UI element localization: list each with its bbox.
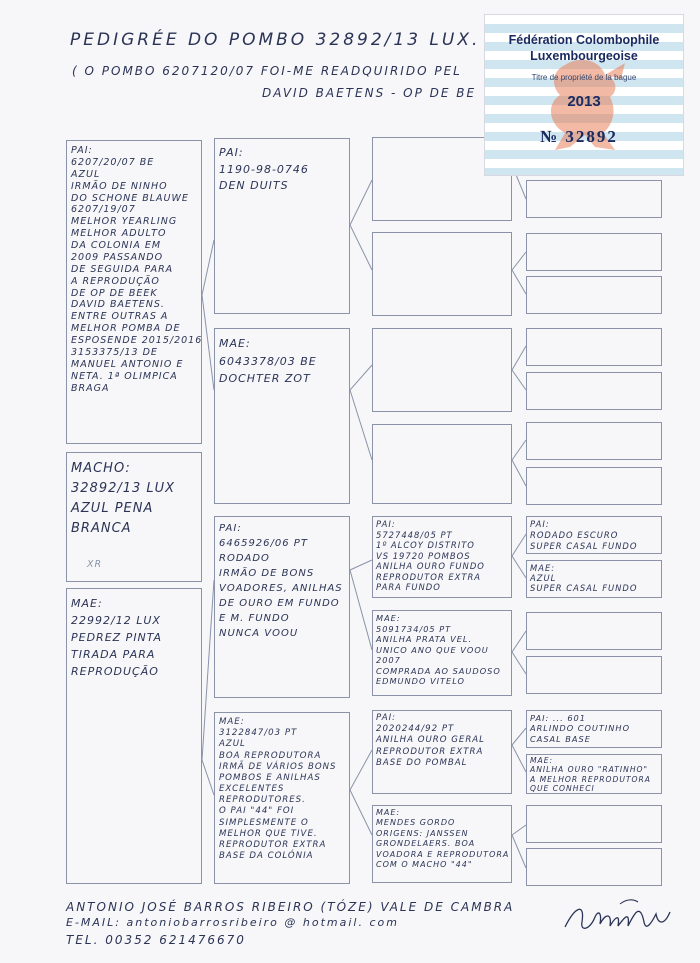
gen4-box-6 bbox=[526, 372, 662, 410]
gen4-box-8 bbox=[526, 467, 662, 505]
stamp-caption: Titre de propriété de la bague bbox=[531, 73, 637, 82]
gen4-mppp-box bbox=[526, 516, 662, 554]
subject-mark: XR bbox=[87, 559, 103, 570]
sire-sire-box bbox=[214, 138, 350, 314]
dam-dam-dam-box bbox=[372, 805, 512, 883]
gen4-mmpm-box bbox=[526, 754, 662, 794]
dam-sire-dam-box bbox=[372, 610, 512, 696]
dam-sire-dam-text: MAE: 5091734/05 PT ANILHA PRATA VEL. UNICO ANO QUE VOOU 2007 COMPRADA AO SAUDOSO EDMUNDO VITELO bbox=[376, 613, 501, 686]
gen3-box-3 bbox=[372, 328, 512, 412]
stamp-org-line-1: Fédération Colombophile bbox=[508, 33, 660, 47]
dam-sire-sire-text: PAI: 5727448/05 PT 1º ALCOY DISTRITO VS 19720 POMBOS ANILHA OURO FUNDO REPRODUTOR EXTRA PARA FUNDO bbox=[376, 519, 485, 592]
sire-dam-box bbox=[214, 328, 350, 504]
dam-dam-text: MAE: 3122847/03 PT AZUL BOA REPRODUTORA IRMÃ DE VÁRIOS BONS POMBOS E ANILHAS EXCELENTES REPRODUTORES. O PAI "44" FOI SIMPLESMENTE O MELHOR QUE TIVE. REPRODUTOR EXTRA BASE DA COLÓNIA bbox=[219, 717, 337, 862]
subject-text: MACHO: 32892/13 LUX AZUL PENA BRANCA bbox=[71, 461, 176, 537]
gen4-box-7 bbox=[526, 422, 662, 460]
gen4-mmpm-text: MAE: ANILHA OURO "RATINHO" A MELHOR REPRODUTORA QUE CONHECI bbox=[530, 756, 651, 794]
page-title: PEDIGRÉE DO POMBO 32892/13 LUX. bbox=[70, 30, 481, 50]
gen4-box-16 bbox=[526, 848, 662, 886]
gen4-mppm-text: MAE: AZUL SUPER CASAL FUNDO bbox=[530, 563, 638, 594]
dam-text: MAE: 22992/12 LUX PEDREZ PINTA TIRADA PARA REPRODUÇÃO bbox=[71, 597, 163, 679]
sire-sire-text: PAI: 1190-98-0746 DEN DUITS bbox=[219, 146, 309, 192]
sire-box bbox=[66, 140, 202, 444]
dam-dam-sire-box bbox=[372, 710, 512, 794]
gen4-box-12 bbox=[526, 656, 662, 694]
signature bbox=[560, 892, 680, 942]
stamp-year: 2013 bbox=[567, 93, 601, 110]
owner-phone: TEL. 00352 621476670 bbox=[66, 933, 246, 947]
sire-dam-text: MAE: 6043378/03 BE DOCHTER ZOT bbox=[219, 337, 317, 386]
gen4-box-4 bbox=[526, 276, 662, 314]
gen4-mmpp-text: PAI: ... 601 ARLINDO COUTINHO CASAL BASE bbox=[530, 713, 631, 744]
gen4-box-11 bbox=[526, 612, 662, 650]
dam-sire-sire-box bbox=[372, 516, 512, 598]
sire-text: PAI: 6207/20/07 BE AZUL IRMÃO DE NINHO DO SCHONE BLAUWE 6207/19/07 MELHOR YEARLING MELHOR ADULTO DA COLONIA EM 2009 PASSANDO DE SEGUIDA PARA A REPRODUÇÃO DE OP DE BEEK DAVID BAETENS. ENTRE OUTRAS A MELHOR POMBA DE ESPOSENDE 2015/2016 3153375/13 DE MANUEL ANTONIO E NETA. 1ª OLIMPICA BRAGA bbox=[71, 145, 203, 394]
dam-box bbox=[66, 588, 202, 884]
gen4-box-15 bbox=[526, 805, 662, 843]
gen4-box-5 bbox=[526, 328, 662, 366]
gen4-box-2 bbox=[526, 180, 662, 218]
owner-name: ANTONIO JOSÉ BARROS RIBEIRO (TÓZE) VALE DE CAMBRA bbox=[66, 900, 515, 914]
subtitle-line-2: DAVID BAETENS - OP DE BE bbox=[262, 86, 477, 100]
gen3-box-4 bbox=[372, 424, 512, 504]
dam-sire-text: PAI: 6465926/06 PT RODADO IRMÃO DE BONS VOADORES, ANILHAS DE OURO EM FUNDO E M. FUNDO NUNCA VOOU bbox=[219, 523, 343, 639]
dam-sire-box bbox=[214, 516, 350, 698]
gen4-mppm-box bbox=[526, 560, 662, 598]
subtitle-line-1: ( O POMBO 6207120/07 FOI-ME READQUIRIDO PEL bbox=[72, 64, 462, 78]
ring-ownership-stamp bbox=[484, 14, 684, 176]
gen4-mmpp-box bbox=[526, 710, 662, 748]
gen4-mppp-text: PAI: RODADO ESCURO SUPER CASAL FUNDO bbox=[530, 519, 638, 551]
subject-box bbox=[66, 452, 202, 582]
stamp-org-line-2: Luxembourgeoise bbox=[530, 49, 638, 63]
dam-dam-sire-text: PAI: 2020244/92 PT ANILHA OURO GERAL REPRODUTOR EXTRA BASE DO POMBAL bbox=[376, 713, 485, 768]
stamp-ring-number: № 32892 bbox=[540, 127, 618, 146]
dam-dam-box bbox=[214, 712, 350, 884]
gen4-box-3 bbox=[526, 233, 662, 271]
owner-email: E-MAIL: antoniobarrosribeiro @ hotmail. com bbox=[66, 916, 399, 929]
dam-dam-dam-text: MAE: MENDES GORDO ORIGENS: JANSSEN GRONDELAERS. BOA VOADORA E REPRODUTORA COM O MACHO "44" bbox=[376, 808, 510, 869]
gen3-box-2 bbox=[372, 232, 512, 316]
